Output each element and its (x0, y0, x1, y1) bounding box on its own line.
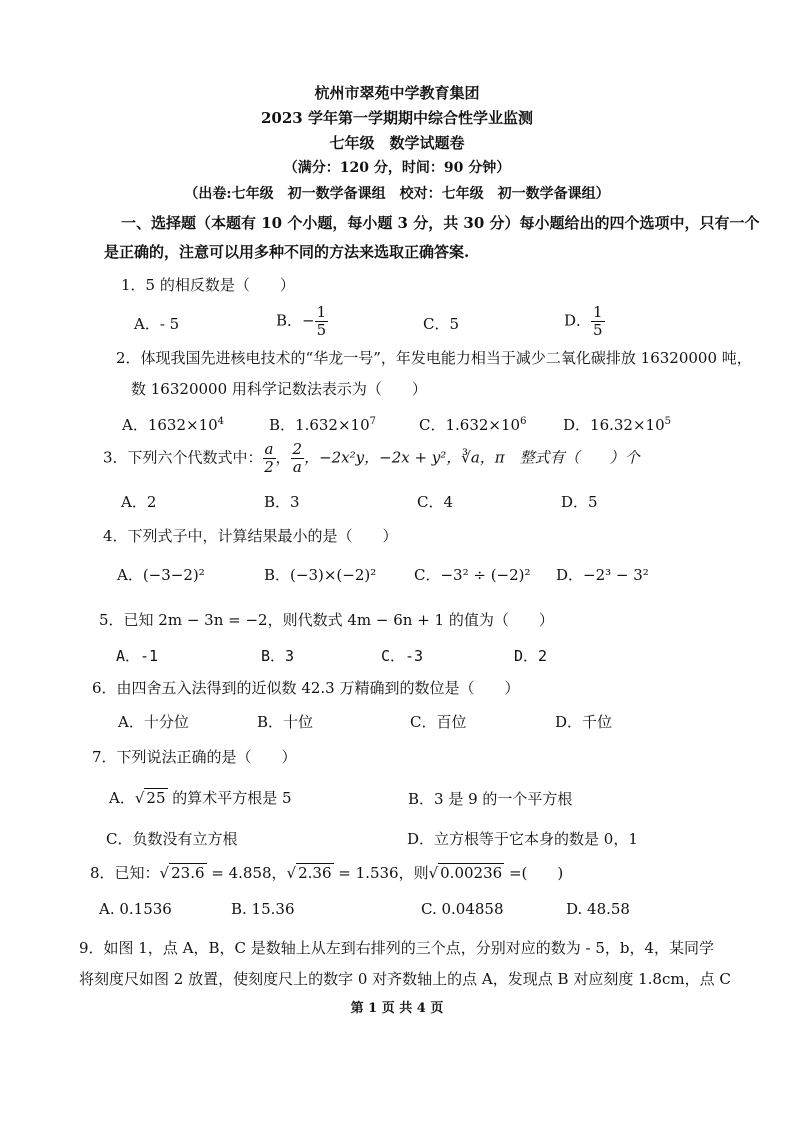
q2-stem-line1: 2．体现我国先进核电技术的“华龙一号”，年发电能力相当于减少二氧化碳排放 16320000 吨， (116, 349, 752, 367)
q5-option-b: B．3 (261, 647, 295, 665)
q2-stem-line2: 数 16320000 用科学记数法表示为（ ） (131, 380, 427, 398)
section1-instruction-line2: 是正确的，注意可以用多种不同的方法来选取正确答案. (104, 243, 470, 261)
q7-option-d: D．立方根等于它本身的数是 0，1 (407, 830, 638, 848)
page-footer: 第 1 页 共 4 页 (350, 1001, 444, 1016)
q4-option-d: D．−2³ − 3² (556, 566, 649, 584)
q3-option-c: C．4 (417, 493, 454, 511)
q4-option-c: C．−3² ÷ (−2)² (414, 566, 531, 584)
q5-stem: 5．已知 2m − 3n = −2，则代数式 4m − 6n + 1 的值为（ ） (99, 611, 554, 629)
q5-option-a: A．-1 (116, 647, 159, 665)
q3-option-a: A．2 (121, 493, 157, 511)
q7-option-a: A．√ 25 的算术平方根是 5 (109, 789, 292, 807)
q7-option-b: B．3 是 9 的一个平方根 (408, 790, 573, 808)
section1-instruction-line1: 一、选择题（本题有 10 个小题，每小题 3 分，共 30 分）每小题给出的四个选项中，只有一个 (121, 214, 760, 232)
q9-stem-line1: 9．如图 1，点 A，B，C 是数轴上从左到右排列的三个点，分别对应的数为 - 5，b，4，某同学 (79, 939, 715, 957)
q6-option-c: C．百位 (410, 713, 467, 731)
q2-option-d: D．$16.32\times 10^5$ (563, 416, 671, 434)
school-name: 杭州市翠苑中学教育集团 (314, 84, 480, 102)
q5-option-d: D．2 (514, 647, 548, 665)
q4-stem: 4．下列式子中，计算结果最小的是（ ） (103, 527, 398, 545)
subject-title: 七年级 数学试题卷 (329, 134, 465, 152)
q8-option-b: B. 15.36 (231, 900, 295, 918)
q1-option-c: C．5 (423, 315, 460, 333)
q8-option-d: D. 48.58 (566, 900, 630, 918)
q2-option-c: C．$1.632\times 10^6$ (419, 416, 527, 434)
q4-option-b: B．(−3)×(−2)² (264, 566, 377, 584)
q2-option-a: A．$1632\times 10^4$ (122, 416, 225, 434)
authors: （出卷:七年级 初一数学备课组 校对：七年级 初一数学备课组） (184, 186, 610, 202)
q8-option-a: A. 0.1536 (99, 900, 172, 918)
q2-option-b: B．$1.632\times 10^7$ (269, 416, 376, 434)
q4-option-a: A．(−3−2)² (117, 566, 205, 584)
q3-option-d: D．5 (561, 493, 598, 511)
q8-stem: 8．已知：√ 23.6 = 4.858，√ 2.36 = 1.536，则√ 0.00236 =( ) (90, 864, 564, 882)
q6-stem: 6．由四舍五入法得到的近似数 42.3 万精确到的数位是（ ） (92, 679, 520, 697)
score-time: （满分：120 分，时间：90 分钟） (283, 160, 511, 176)
q6-option-a: A．十分位 (118, 713, 189, 731)
q1-stem: 1．5 的相反数是（ ） (121, 276, 295, 294)
q8-option-c: C. 0.04858 (421, 900, 504, 918)
q1-option-d: D． $\frac{1}{5}$ (564, 303, 603, 339)
q6-option-d: D．千位 (555, 713, 613, 731)
q7-option-c: C．负数没有立方根 (106, 830, 238, 848)
q3-option-b: B．3 (264, 493, 300, 511)
q3-stem: 3．下列六个代数式中： $\frac{a}{2}$ ， $\frac{2}{a}$ ，−2x²y，−2x + y²，∛a，π 整式有（ ）个 (103, 440, 640, 476)
q1-option-a: A．- 5 (134, 315, 180, 333)
q6-option-b: B．十位 (257, 713, 314, 731)
q7-stem: 7．下列说法正确的是（ ） (92, 748, 297, 766)
q5-option-c: C．-3 (381, 647, 424, 665)
q1-option-b: B．− $\frac{1}{5}$ (276, 303, 327, 339)
q9-stem-line2: 将刻度尺如图 2 放置，使刻度尺上的数字 0 对齐数轴上的点 A，发现点 B 对应刻度 1.8cm，点 C (79, 970, 731, 988)
exam-title: 2023 学年第一学期期中综合性学业监测 (261, 109, 533, 127)
